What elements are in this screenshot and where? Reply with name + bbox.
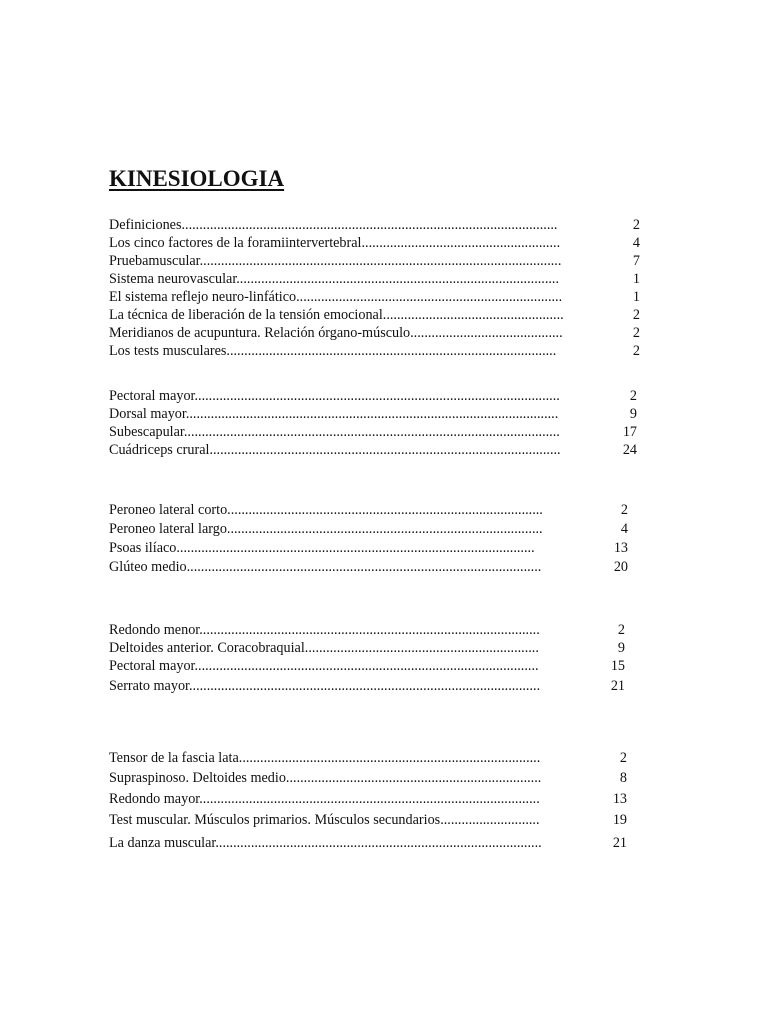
- toc-entry-page: 1: [632, 271, 640, 287]
- toc-entry-label: Cuádriceps crural...................................................................................................: [109, 442, 561, 458]
- toc-entry-page: 2: [632, 217, 640, 233]
- toc-entry-page: 2: [632, 307, 640, 323]
- toc-entry: [109, 749, 627, 767]
- toc-entry-label: Pruebamuscular......................................................................................................: [109, 253, 562, 269]
- toc-entry-page: 2: [629, 388, 637, 404]
- toc-entry: [109, 520, 628, 538]
- toc-entry-page: 21: [612, 835, 627, 851]
- toc-entry: [109, 558, 628, 576]
- toc-entry-label: Peroneo lateral corto.........................................................................................: [109, 502, 543, 518]
- toc-entry-label: Redondo mayor................................................................................................: [109, 791, 540, 807]
- toc-entry: [109, 306, 640, 324]
- toc-entry-page: 1: [632, 289, 640, 305]
- toc-entry-label: La técnica de liberación de la tensión emocional...................................................: [109, 307, 564, 323]
- toc-entry-label: La danza muscular............................................................................................: [109, 835, 542, 851]
- toc-entry-label: Glúteo medio....................................................................................................: [109, 559, 542, 575]
- toc-entry-label: Pectoral mayor.................................................................................................: [109, 658, 539, 674]
- toc-entry: [109, 270, 640, 288]
- toc-entry-page: 9: [629, 406, 637, 422]
- toc-entry-label: Definiciones..........................................................................................................: [109, 217, 558, 233]
- toc-entry-page: 2: [632, 343, 640, 359]
- toc-entry-page: 9: [617, 640, 625, 656]
- toc-entry: [109, 441, 637, 459]
- toc-entry: [109, 423, 637, 441]
- toc-entry: [109, 639, 625, 657]
- document-title: KINESIOLOGIA: [109, 166, 285, 191]
- toc-entry-label: Test muscular. Músculos primarios. Músculos secundarios............................: [109, 812, 540, 828]
- toc-entry-label: Pectoral mayor.......................................................................................................: [109, 388, 560, 404]
- toc-entry: [109, 342, 640, 360]
- toc-entry-page: 2: [620, 502, 628, 518]
- toc-entry-label: Subescapular..........................................................................................................: [109, 424, 560, 440]
- toc-entry: [109, 252, 640, 270]
- toc-entry-page: 7: [632, 253, 640, 269]
- toc-entry-page: 4: [620, 521, 628, 537]
- toc-entry-label: El sistema reflejo neuro-linfático...........................................................................: [109, 289, 563, 305]
- toc-entry: [109, 405, 637, 423]
- toc-entry-page: 2: [632, 325, 640, 341]
- toc-entry-page: 8: [619, 770, 627, 786]
- toc-entry: [109, 501, 628, 519]
- toc-entry: [109, 790, 627, 808]
- toc-entry: [109, 834, 627, 852]
- toc-entry-label: Deltoides anterior. Coracobraquial..................................................................: [109, 640, 539, 656]
- toc-entry: [109, 811, 627, 829]
- toc-entry-page: 15: [610, 658, 625, 674]
- toc-entry-label: Serrato mayor...................................................................................................: [109, 678, 541, 694]
- toc-entry-page: 4: [632, 235, 640, 251]
- toc-entry-page: 2: [619, 750, 627, 766]
- toc-entry: [109, 216, 640, 234]
- toc-entry-label: Sistema neurovascular...........................................................................................: [109, 271, 560, 287]
- toc-entry: [109, 387, 637, 405]
- toc-entry-page: 13: [612, 791, 627, 807]
- toc-entry: [109, 769, 627, 787]
- toc-entry-page: 13: [613, 540, 628, 556]
- toc-entry-page: 24: [622, 442, 637, 458]
- toc-entry-label: Peroneo lateral largo.........................................................................................: [109, 521, 543, 537]
- toc-entry-page: 19: [612, 812, 627, 828]
- toc-entry: [109, 539, 628, 557]
- toc-entry-page: 2: [617, 622, 625, 638]
- toc-entry-label: Redondo menor................................................................................................: [109, 622, 540, 638]
- toc-entry-label: Supraspinoso. Deltoides medio........................................................................: [109, 770, 542, 786]
- toc-entry: [109, 324, 640, 342]
- toc-entry-page: 20: [613, 559, 628, 575]
- toc-entry-label: Los cinco factores de la foramiintervertebral........................................................: [109, 235, 561, 251]
- toc-entry-label: Tensor de la fascia lata.....................................................................................: [109, 750, 541, 766]
- toc-entry: [109, 677, 625, 695]
- toc-entry: [109, 657, 625, 675]
- toc-entry-label: Meridianos de acupuntura. Relación órgano-músculo...........................................: [109, 325, 563, 341]
- toc-entry-label: Los tests musculares.............................................................................................: [109, 343, 557, 359]
- toc-entry-page: 21: [610, 678, 625, 694]
- toc-entry-page: 17: [622, 424, 637, 440]
- toc-entry-label: Dorsal mayor.........................................................................................................: [109, 406, 559, 422]
- toc-entry: [109, 621, 625, 639]
- toc-entry-label: Psoas ilíaco.....................................................................................................: [109, 540, 535, 556]
- toc-entry: [109, 288, 640, 306]
- toc-entry: [109, 234, 640, 252]
